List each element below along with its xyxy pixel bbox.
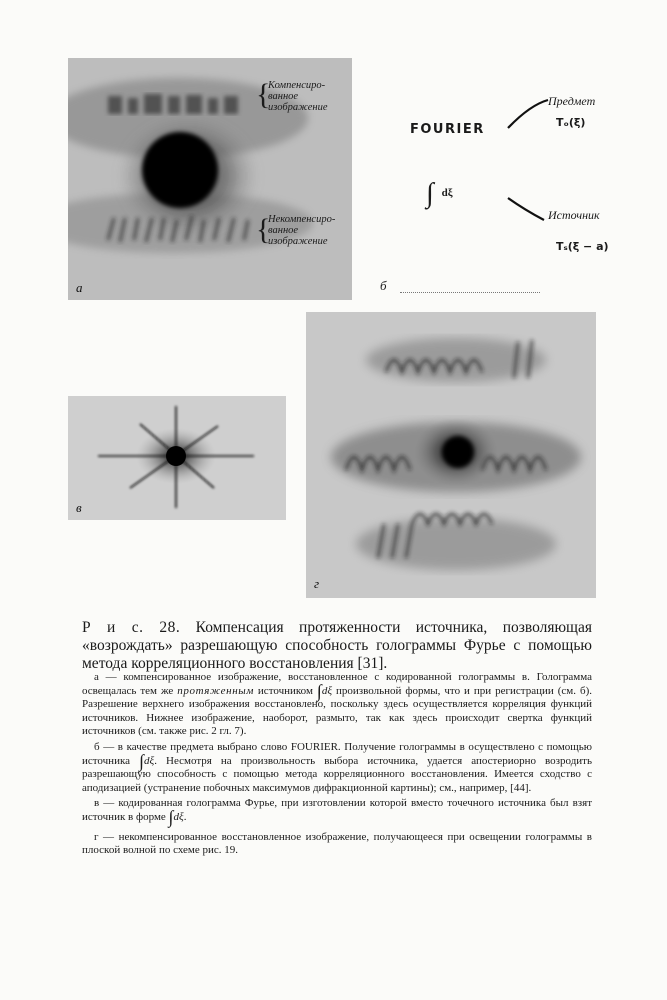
source-label: Источник — [548, 208, 600, 222]
panel-a-bottom-note: Некомпенсиро- ванное изображение — [268, 214, 336, 247]
panel-g-image — [306, 312, 596, 598]
caption-text: Компенсация протяженности источника, позволяющая «возрождать» разрешающую способность голограммы Фурье с помощью метода корреляционного восстановления [31]. — [82, 619, 593, 672]
integral-icon: ∫ — [139, 750, 145, 771]
integral-icon: ∫ — [168, 806, 174, 827]
figure-caption — [82, 619, 592, 673]
legend-paragraph-v: в — кодированная голограмма Фурье, при изготовлении которой вместо точечного источника был взят источник в форме ∫dξ. — [82, 797, 592, 827]
figure-panel-v — [68, 396, 286, 520]
source-formula: Tₛ(ξ − a) — [556, 240, 609, 253]
integral-icon: ∫ — [316, 680, 322, 701]
panel-v-image — [68, 396, 286, 520]
legend-paragraph-a: а — компенсированное изображение, восстановленное с кодированной голограммы в. Голограмма освещалась тем же протяженным источником ∫dξ произвольной формы, что и при регистрации (см. б). Разрешение верхнего изображения восстановлено, поскольку здесь осуществляется корреляция функций источников. Нижнее изображение, наоборот, размыто, так как здесь происходит свертка функций источников (см. также рис. 2 гл. 7). — [82, 671, 592, 738]
figure-panel-b — [370, 60, 630, 300]
integral-var: dξ — [441, 187, 453, 199]
panel-a-top-brace: { — [256, 78, 271, 111]
panel-a-bottom-brace: { — [256, 213, 271, 246]
source-integral — [426, 178, 453, 210]
panel-g-label: г — [314, 576, 320, 591]
panel-a-top-note: Компенсиро- ванное изображение — [268, 80, 328, 113]
figure-panel-g — [306, 312, 596, 598]
integral-icon: ∫ — [426, 178, 434, 209]
panel-b-baseline — [400, 292, 540, 293]
panel-b-label: б — [380, 278, 387, 293]
panel-v-label: в — [76, 500, 82, 515]
object-formula: Tₒ(ξ) — [556, 116, 586, 129]
panel-a-label: а — [76, 280, 83, 295]
legend-paragraph-g: г — некомпенсированное восстановленное изображение, получающееся при освещении голограммы в плоской волной по схеме рис. 19. — [82, 830, 592, 857]
object-label: Предмет — [548, 94, 596, 108]
legend-paragraph-b: б — в качестве предмета выбрано слово FOURIER. Получение голограммы в осуществлено с помощью источника ∫dξ. Несмотря на произвольность выбора источника, удается апостериорно возродить разрешающую способность с помощью метода корреляционного восстановления. Имеется сходство с аподизацией (устранение побочных максимумов дифракционной картины); см., например, [44]. — [82, 740, 593, 794]
fourier-word: FOURIER — [410, 122, 485, 137]
figure-legend — [82, 671, 592, 860]
caption-prefix: Р и с. 28. — [82, 619, 181, 636]
